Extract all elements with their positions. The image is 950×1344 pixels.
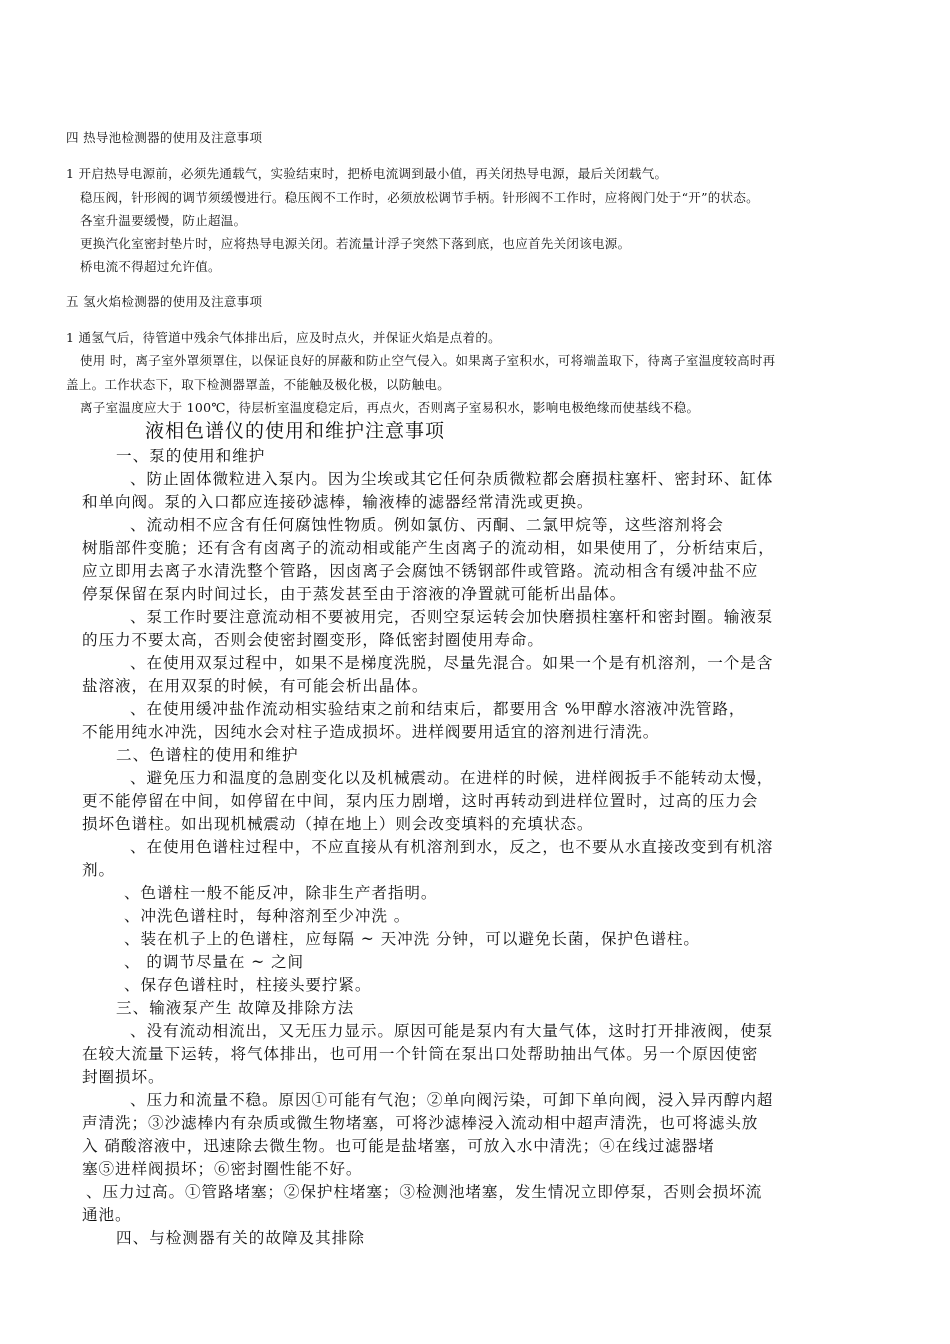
column-line-6: 、色谱柱一般不能反冲，除非生产者指明。 [124,884,438,902]
column-line-5: 剂。 [82,861,115,879]
column-line-2: 更不能停留在中间，如停留在中间，泵内压力剧增，这时再转动到进样位置时，过高的压力会 [82,792,759,810]
pump-line-7: 、泵工作时要注意流动相不要被用完，否则空泵运转会加快磨损柱塞杆和密封圈。输液泵 [130,608,774,626]
pump-line-5: 应立即用去离子水清洗整个管路，因卤离子会腐蚀不锈钢部件或管路。流动相含有缓冲盐不应 [82,562,759,580]
section5-heading: 五 氢火焰检测器的使用及注意事项 [66,294,263,309]
column-line-7: 、冲洗色谱柱时，每种溶剂至少冲洗 。 [124,907,411,925]
detector-heading: 四、与检测器有关的故障及其排除 [116,1229,365,1247]
column-line-4: 、在使用色谱柱过程中，不应直接从有机溶剂到水，反之，也不要从水直接改变到有机溶 [130,838,774,856]
column-line-1: 、避免压力和温度的急剧变化以及机械震动。在进样的时候，进样阀扳手不能转动太慢， [130,769,774,787]
section4-line-5: 桥电流不得超过允许值。 [80,259,221,274]
section5-line-3: 盖上。工作状态下，取下检测器罩盖，不能触及极化极，以防触电。 [66,377,451,392]
pump-heading: 一、泵的使用和维护 [116,447,266,465]
pump-line-9: 、在使用双泵过程中，如果不是梯度洗脱，尽量先混合。如果一个是有机溶剂，一个是含 [130,654,774,672]
fault-line-8: 、压力过高。①管路堵塞；②保护柱堵塞；③检测池堵塞，发生情况立即停泵，否则会损坏流 [86,1183,763,1201]
pump-line-3: 、流动相不应含有任何腐蚀性物质。例如氯仿、丙酮、二氯甲烷等，这些溶剂将会 [130,516,724,534]
fault-line-7: 塞⑤进样阀损坏；⑥密封圈性能不好。 [82,1160,363,1178]
pump-line-6: 停泵保留在泵内时间过长，由于蒸发甚至由于溶液的净置就可能析出晶体。 [82,585,627,603]
fault-line-9: 通池。 [82,1206,132,1224]
section4-line-2: 稳压阀，针形阀的调节须缓慢进行。稳压阀不工作时，必须放松调节手柄。针形阀不工作时，应将阀门处于“开”的状态。 [80,190,759,205]
section4-line-3: 各室升温要缓慢，防止超温。 [80,213,247,228]
fault-line-4: 、压力和流量不稳。原因①可能有气泡；②单向阀污染，可卸下单向阀，浸入异丙醇内超 [130,1091,774,1109]
column-line-8: 、装在机子上的色谱柱，应每隔 ~ 天冲洗 分钟，可以避免长菌，保护色谱柱。 [124,930,700,948]
pump-line-12: 不能用纯水冲洗，因纯水会对柱子造成损坏。进样阀要用适宜的溶剂进行清洗。 [82,723,660,741]
fault-line-3: 封圈损坏。 [82,1068,165,1086]
fault-heading: 三、输液泵产生 故障及排除方法 [116,999,355,1017]
pump-line-2: 和单向阀。泵的入口都应连接砂滤棒，输液棒的滤器经常清洗或更换。 [82,493,594,511]
column-heading: 二、色谱柱的使用和维护 [116,746,299,764]
section5-line-1: 1 通氢气后，待管道中残余气体排出后，应及时点火，并保证火焰是点着的。 [66,330,501,345]
fault-line-1: 、没有流动相流出，又无压力显示。原因可能是泵内有大量气体，这时打开排液阀，使泵 [130,1022,774,1040]
pump-line-1: 、防止固体微粒进入泵内。因为尘埃或其它任何杂质微粒都会磨损柱塞杆、密封环、缸体 [130,470,774,488]
fault-line-5: 声清洗；③沙滤棒内有杂质或微生物堵塞，可将沙滤棒浸入流动相中超声清洗，也可将滤头放 [82,1114,759,1132]
hplc-title: 液相色谱仪的使用和维护注意事项 [145,420,446,442]
column-line-9: 、 的调节尽量在 ~ 之间 [124,953,304,971]
pump-line-8: 的压力不要太高，否则会使密封圈变形，降低密封圈使用寿命。 [82,631,544,649]
pump-line-10: 盐溶液，在用双泵的时候，有可能会析出晶体。 [82,677,429,695]
section5-line-2: 使用 时，离子室外罩须罩住，以保证良好的屏蔽和防止空气侵入。如果离子室积水，可将端盖取下，待离子室温度较高时再 [80,353,776,368]
section4-line-4: 更换汽化室密封垫片时，应将热导电源关闭。若流量计浮子突然下落到底，也应首先关闭该电源。 [80,236,631,251]
section4-heading: 四 热导池检测器的使用及注意事项 [66,130,263,145]
fault-line-2: 在较大流量下运转，将气体排出，也可用一个针筒在泵出口处帮助抽出气体。另一个原因使密 [82,1045,759,1063]
pump-line-11: 、在使用缓冲盐作流动相实验结束之前和结束后，都要用含 %甲醇水溶液冲洗管路， [130,700,746,718]
fault-line-6: 入 硝酸溶液中，迅速除去微生物。也可能是盐堵塞，可放入水中清洗；④在线过滤器堵 [82,1137,715,1155]
pump-line-4: 树脂部件变脆；还有含有卤离子的流动相或能产生卤离子的流动相，如果使用了，分析结束后， [82,539,775,557]
column-line-3: 损坏色谱柱。如出现机械震动（掉在地上）则会改变填料的充填状态。 [82,815,594,833]
section4-line-1: 1 开启热导电源前，必须先通载气，实验结束时，把桥电流调到最小值，再关闭热导电源，最后关闭载气。 [66,166,668,181]
column-line-10: 、保存色谱柱时，柱接头要拧紧。 [124,976,372,994]
section5-line-4: 离子室温度应大于 100℃，待层析室温度稳定后，再点火，否则离子室易积水，影响电极绝缘而使基线不稳。 [80,400,700,415]
